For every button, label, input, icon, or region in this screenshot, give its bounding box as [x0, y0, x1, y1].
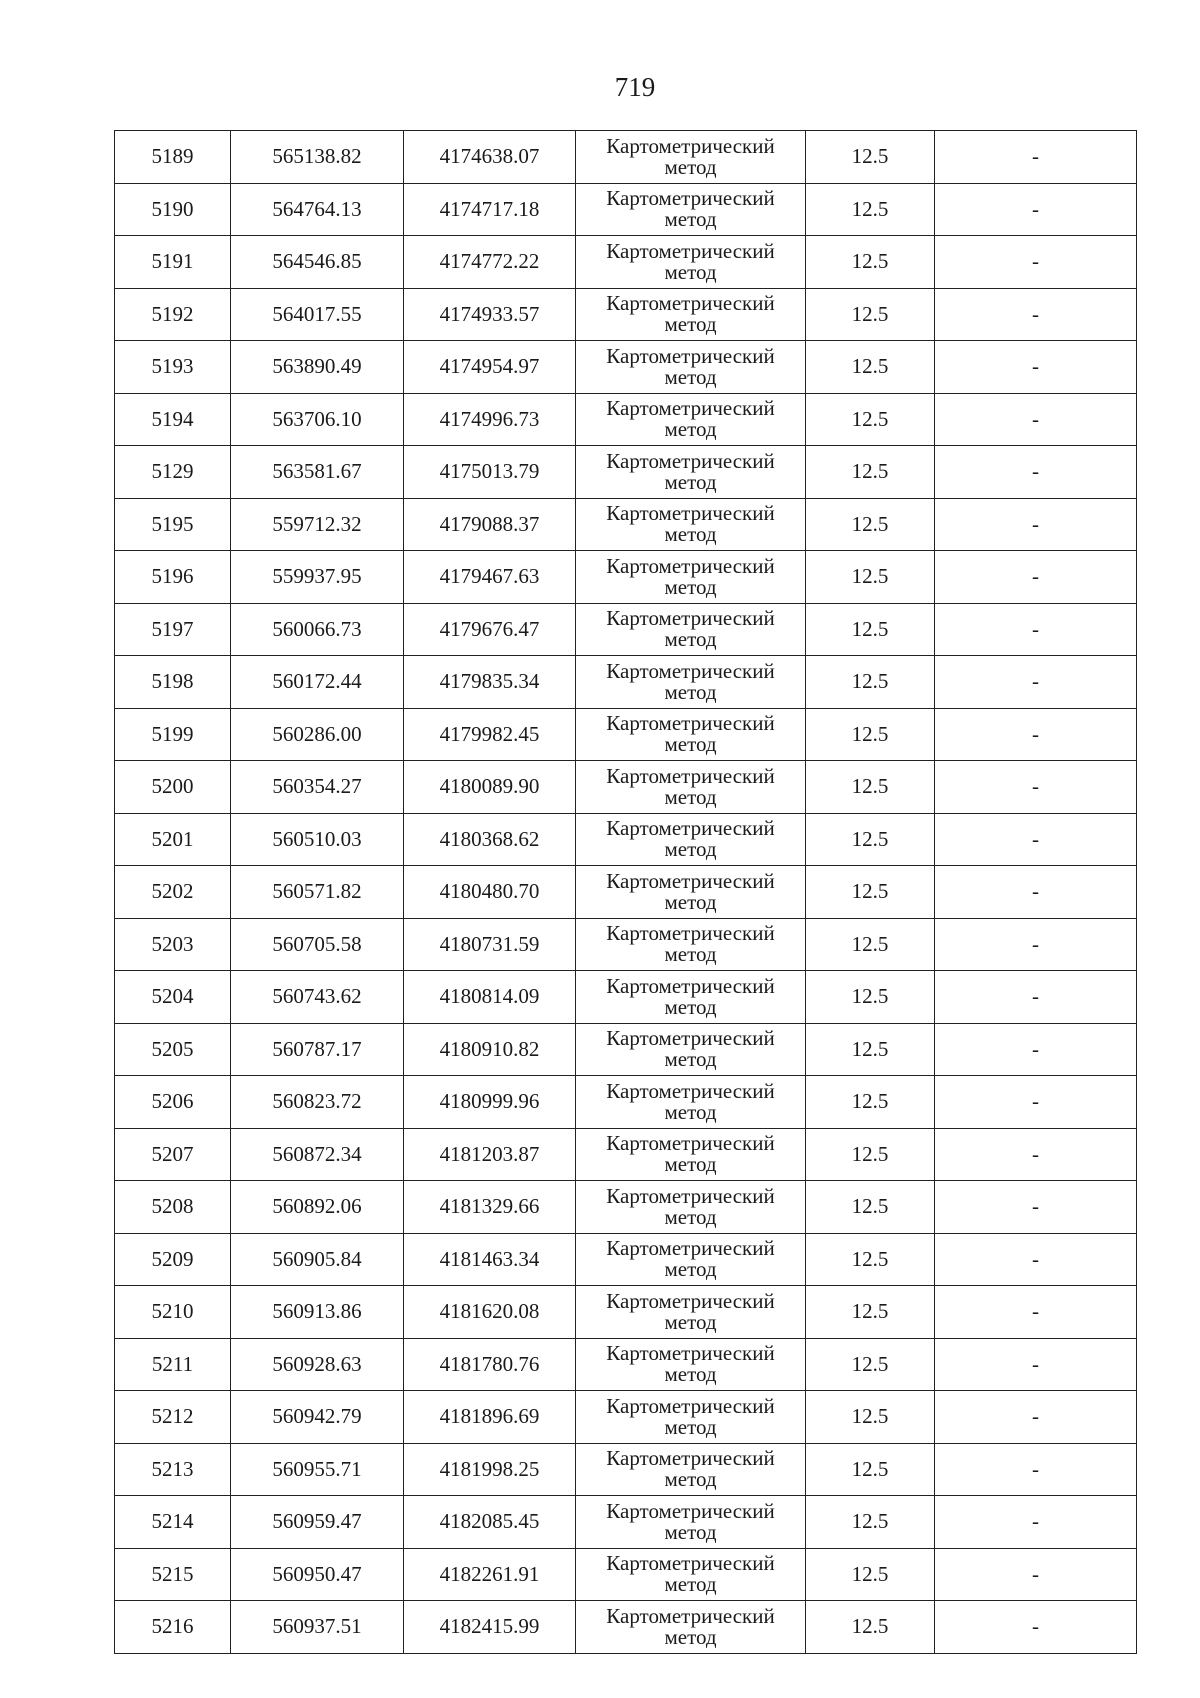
- accuracy-cell: 12.5: [806, 236, 935, 289]
- table-row: [115, 1181, 1137, 1234]
- method-line-2: метод: [664, 1414, 717, 1439]
- method-cell: [576, 1601, 806, 1654]
- y-coordinate-cell: 4174717.18: [404, 183, 576, 236]
- x-coordinate-cell: 560913.86: [231, 1286, 404, 1339]
- x-coordinate-cell: 564764.13: [231, 183, 404, 236]
- coordinates-table: [114, 130, 1137, 1654]
- table-row: [115, 288, 1137, 341]
- note-cell: -: [935, 813, 1137, 866]
- x-coordinate-cell: 559712.32: [231, 498, 404, 551]
- table-row: [115, 1496, 1137, 1549]
- note-cell: -: [935, 498, 1137, 551]
- method-line-2: метод: [664, 1467, 717, 1492]
- y-coordinate-cell: 4180480.70: [404, 866, 576, 919]
- y-coordinate-cell: 4181998.25: [404, 1443, 576, 1496]
- table-row: [115, 498, 1137, 551]
- method-cell: [576, 708, 806, 761]
- method-cell: [576, 1023, 806, 1076]
- point-number-cell: 5207: [115, 1128, 231, 1181]
- point-number-cell: 5208: [115, 1181, 231, 1234]
- method-line-1: Картометрический: [606, 1078, 775, 1103]
- x-coordinate-cell: 560571.82: [231, 866, 404, 919]
- note-cell: -: [935, 761, 1137, 814]
- x-coordinate-cell: 565138.82: [231, 131, 404, 184]
- y-coordinate-cell: 4180814.09: [404, 971, 576, 1024]
- table-row: [115, 551, 1137, 604]
- x-coordinate-cell: 560354.27: [231, 761, 404, 814]
- table-row: [115, 1391, 1137, 1444]
- method-line-2: метод: [664, 942, 717, 967]
- accuracy-cell: 12.5: [806, 708, 935, 761]
- method-line-2: метод: [664, 417, 717, 442]
- note-cell: -: [935, 341, 1137, 394]
- y-coordinate-cell: 4180089.90: [404, 761, 576, 814]
- note-cell: -: [935, 866, 1137, 919]
- method-line-1: Картометрический: [606, 1446, 775, 1471]
- accuracy-cell: 12.5: [806, 971, 935, 1024]
- point-number-cell: 5204: [115, 971, 231, 1024]
- note-cell: -: [935, 918, 1137, 971]
- method-line-2: метод: [664, 1309, 717, 1334]
- method-line-2: метод: [664, 1572, 717, 1597]
- x-coordinate-cell: 564546.85: [231, 236, 404, 289]
- method-line-2: метод: [664, 679, 717, 704]
- table-row: [115, 656, 1137, 709]
- table-row: [115, 341, 1137, 394]
- point-number-cell: 5194: [115, 393, 231, 446]
- x-coordinate-cell: 560823.72: [231, 1076, 404, 1129]
- method-cell: [576, 1496, 806, 1549]
- x-coordinate-cell: 559937.95: [231, 551, 404, 604]
- point-number-cell: 5213: [115, 1443, 231, 1496]
- note-cell: -: [935, 288, 1137, 341]
- method-cell: [576, 603, 806, 656]
- y-coordinate-cell: 4174954.97: [404, 341, 576, 394]
- note-cell: -: [935, 551, 1137, 604]
- method-cell: [576, 1286, 806, 1339]
- method-line-1: Картометрический: [606, 1393, 775, 1418]
- accuracy-cell: 12.5: [806, 1548, 935, 1601]
- method-line-1: Картометрический: [606, 1603, 775, 1628]
- y-coordinate-cell: 4179467.63: [404, 551, 576, 604]
- note-cell: -: [935, 1601, 1137, 1654]
- point-number-cell: 5203: [115, 918, 231, 971]
- accuracy-cell: 12.5: [806, 1076, 935, 1129]
- y-coordinate-cell: 4182261.91: [404, 1548, 576, 1601]
- accuracy-cell: 12.5: [806, 813, 935, 866]
- accuracy-cell: 12.5: [806, 288, 935, 341]
- note-cell: -: [935, 1391, 1137, 1444]
- accuracy-cell: 12.5: [806, 341, 935, 394]
- table-row: [115, 393, 1137, 446]
- note-cell: -: [935, 1023, 1137, 1076]
- x-coordinate-cell: 560928.63: [231, 1338, 404, 1391]
- y-coordinate-cell: 4182415.99: [404, 1601, 576, 1654]
- method-line-1: Картометрический: [606, 133, 775, 158]
- method-cell: [576, 1181, 806, 1234]
- method-line-2: метод: [664, 732, 717, 757]
- point-number-cell: 5206: [115, 1076, 231, 1129]
- method-line-2: метод: [664, 1047, 717, 1072]
- point-number-cell: 5209: [115, 1233, 231, 1286]
- method-cell: [576, 971, 806, 1024]
- note-cell: -: [935, 393, 1137, 446]
- method-line-2: метод: [664, 1099, 717, 1124]
- method-line-2: метод: [664, 1204, 717, 1229]
- accuracy-cell: 12.5: [806, 1443, 935, 1496]
- method-line-1: Картометрический: [606, 606, 775, 631]
- method-line-1: Картометрический: [606, 658, 775, 683]
- accuracy-cell: 12.5: [806, 393, 935, 446]
- table-row: [115, 1338, 1137, 1391]
- accuracy-cell: 12.5: [806, 1496, 935, 1549]
- accuracy-cell: 12.5: [806, 761, 935, 814]
- accuracy-cell: 12.5: [806, 1338, 935, 1391]
- y-coordinate-cell: 4181620.08: [404, 1286, 576, 1339]
- method-line-1: Картометрический: [606, 448, 775, 473]
- method-line-2: метод: [664, 469, 717, 494]
- x-coordinate-cell: 560286.00: [231, 708, 404, 761]
- x-coordinate-cell: 564017.55: [231, 288, 404, 341]
- method-line-2: метод: [664, 784, 717, 809]
- accuracy-cell: 12.5: [806, 1601, 935, 1654]
- y-coordinate-cell: 4174772.22: [404, 236, 576, 289]
- note-cell: -: [935, 446, 1137, 499]
- x-coordinate-cell: 560743.62: [231, 971, 404, 1024]
- method-cell: [576, 341, 806, 394]
- point-number-cell: 5199: [115, 708, 231, 761]
- point-number-cell: 5215: [115, 1548, 231, 1601]
- accuracy-cell: 12.5: [806, 1233, 935, 1286]
- x-coordinate-cell: 560872.34: [231, 1128, 404, 1181]
- y-coordinate-cell: 4174933.57: [404, 288, 576, 341]
- x-coordinate-cell: 560510.03: [231, 813, 404, 866]
- y-coordinate-cell: 4181463.34: [404, 1233, 576, 1286]
- method-line-2: метод: [664, 994, 717, 1019]
- method-line-1: Картометрический: [606, 238, 775, 263]
- point-number-cell: 5129: [115, 446, 231, 499]
- y-coordinate-cell: 4179982.45: [404, 708, 576, 761]
- method-line-2: метод: [664, 1257, 717, 1282]
- method-cell: [576, 761, 806, 814]
- accuracy-cell: 12.5: [806, 183, 935, 236]
- method-line-1: Картометрический: [606, 396, 775, 421]
- table-row: [115, 131, 1137, 184]
- method-line-2: метод: [664, 1519, 717, 1544]
- note-cell: -: [935, 1338, 1137, 1391]
- method-line-1: Картометрический: [606, 501, 775, 526]
- method-cell: [576, 813, 806, 866]
- x-coordinate-cell: 560787.17: [231, 1023, 404, 1076]
- table-row: [115, 1076, 1137, 1129]
- method-line-2: метод: [664, 837, 717, 862]
- y-coordinate-cell: 4179835.34: [404, 656, 576, 709]
- accuracy-cell: 12.5: [806, 1128, 935, 1181]
- note-cell: -: [935, 656, 1137, 709]
- table-row: [115, 1023, 1137, 1076]
- point-number-cell: 5211: [115, 1338, 231, 1391]
- method-cell: [576, 446, 806, 499]
- method-cell: [576, 288, 806, 341]
- table-row: [115, 1233, 1137, 1286]
- point-number-cell: 5214: [115, 1496, 231, 1549]
- note-cell: -: [935, 1233, 1137, 1286]
- method-line-1: Картометрический: [606, 763, 775, 788]
- method-line-2: метод: [664, 627, 717, 652]
- table-row: [115, 1601, 1137, 1654]
- method-cell: [576, 918, 806, 971]
- method-cell: [576, 236, 806, 289]
- point-number-cell: 5212: [115, 1391, 231, 1444]
- accuracy-cell: 12.5: [806, 1391, 935, 1444]
- note-cell: -: [935, 1286, 1137, 1339]
- method-line-2: метод: [664, 889, 717, 914]
- point-number-cell: 5190: [115, 183, 231, 236]
- method-cell: [576, 1076, 806, 1129]
- y-coordinate-cell: 4181329.66: [404, 1181, 576, 1234]
- y-coordinate-cell: 4181896.69: [404, 1391, 576, 1444]
- y-coordinate-cell: 4180999.96: [404, 1076, 576, 1129]
- method-cell: [576, 1338, 806, 1391]
- method-cell: [576, 1128, 806, 1181]
- point-number-cell: 5196: [115, 551, 231, 604]
- method-line-1: Картометрический: [606, 921, 775, 946]
- method-line-2: метод: [664, 154, 717, 179]
- y-coordinate-cell: 4182085.45: [404, 1496, 576, 1549]
- method-line-1: Картометрический: [606, 1498, 775, 1523]
- method-cell: [576, 866, 806, 919]
- method-line-2: метод: [664, 1362, 717, 1387]
- point-number-cell: 5200: [115, 761, 231, 814]
- x-coordinate-cell: 560942.79: [231, 1391, 404, 1444]
- method-cell: [576, 498, 806, 551]
- accuracy-cell: 12.5: [806, 551, 935, 604]
- table-row: [115, 761, 1137, 814]
- method-line-1: Картометрический: [606, 868, 775, 893]
- point-number-cell: 5201: [115, 813, 231, 866]
- table-row: [115, 708, 1137, 761]
- point-number-cell: 5205: [115, 1023, 231, 1076]
- accuracy-cell: 12.5: [806, 1181, 935, 1234]
- method-line-1: Картометрический: [606, 291, 775, 316]
- method-line-2: метод: [664, 1624, 717, 1649]
- x-coordinate-cell: 560892.06: [231, 1181, 404, 1234]
- y-coordinate-cell: 4181780.76: [404, 1338, 576, 1391]
- accuracy-cell: 12.5: [806, 131, 935, 184]
- accuracy-cell: 12.5: [806, 918, 935, 971]
- note-cell: -: [935, 1496, 1137, 1549]
- method-line-1: Картометрический: [606, 711, 775, 736]
- x-coordinate-cell: 560955.71: [231, 1443, 404, 1496]
- y-coordinate-cell: 4175013.79: [404, 446, 576, 499]
- note-cell: -: [935, 971, 1137, 1024]
- method-line-1: Картометрический: [606, 816, 775, 841]
- note-cell: -: [935, 183, 1137, 236]
- point-number-cell: 5210: [115, 1286, 231, 1339]
- method-line-1: Картометрический: [606, 1551, 775, 1576]
- method-line-1: Картометрический: [606, 553, 775, 578]
- point-number-cell: 5216: [115, 1601, 231, 1654]
- y-coordinate-cell: 4179088.37: [404, 498, 576, 551]
- method-cell: [576, 656, 806, 709]
- table-row: [115, 866, 1137, 919]
- x-coordinate-cell: 560950.47: [231, 1548, 404, 1601]
- accuracy-cell: 12.5: [806, 1286, 935, 1339]
- method-cell: [576, 1233, 806, 1286]
- method-line-1: Картометрический: [606, 343, 775, 368]
- accuracy-cell: 12.5: [806, 498, 935, 551]
- table-row: [115, 446, 1137, 499]
- table-row: [115, 236, 1137, 289]
- method-line-1: Картометрический: [606, 1183, 775, 1208]
- note-cell: -: [935, 1076, 1137, 1129]
- method-line-2: метод: [664, 312, 717, 337]
- method-line-2: метод: [664, 522, 717, 547]
- x-coordinate-cell: 563706.10: [231, 393, 404, 446]
- accuracy-cell: 12.5: [806, 656, 935, 709]
- table-row: [115, 813, 1137, 866]
- x-coordinate-cell: 560066.73: [231, 603, 404, 656]
- y-coordinate-cell: 4174638.07: [404, 131, 576, 184]
- point-number-cell: 5193: [115, 341, 231, 394]
- point-number-cell: 5189: [115, 131, 231, 184]
- method-line-1: Картометрический: [606, 1026, 775, 1051]
- note-cell: -: [935, 708, 1137, 761]
- table-row: [115, 1548, 1137, 1601]
- x-coordinate-cell: 563581.67: [231, 446, 404, 499]
- accuracy-cell: 12.5: [806, 1023, 935, 1076]
- method-line-1: Картометрический: [606, 1236, 775, 1261]
- method-line-2: метод: [664, 1152, 717, 1177]
- note-cell: -: [935, 131, 1137, 184]
- method-line-1: Картометрический: [606, 973, 775, 998]
- method-line-1: Картометрический: [606, 1341, 775, 1366]
- x-coordinate-cell: 563890.49: [231, 341, 404, 394]
- x-coordinate-cell: 560937.51: [231, 1601, 404, 1654]
- y-coordinate-cell: 4181203.87: [404, 1128, 576, 1181]
- table-row: [115, 918, 1137, 971]
- point-number-cell: 5198: [115, 656, 231, 709]
- table-row: [115, 1286, 1137, 1339]
- method-line-1: Картометрический: [606, 1131, 775, 1156]
- coordinates-table-body: [115, 131, 1137, 1654]
- x-coordinate-cell: 560905.84: [231, 1233, 404, 1286]
- y-coordinate-cell: 4180731.59: [404, 918, 576, 971]
- x-coordinate-cell: 560705.58: [231, 918, 404, 971]
- table-row: [115, 603, 1137, 656]
- note-cell: -: [935, 1548, 1137, 1601]
- note-cell: -: [935, 1181, 1137, 1234]
- note-cell: -: [935, 603, 1137, 656]
- method-line-2: метод: [664, 364, 717, 389]
- page-number: 719: [614, 72, 656, 102]
- x-coordinate-cell: 560959.47: [231, 1496, 404, 1549]
- method-line-1: Картометрический: [606, 1288, 775, 1313]
- point-number-cell: 5197: [115, 603, 231, 656]
- y-coordinate-cell: 4174996.73: [404, 393, 576, 446]
- note-cell: -: [935, 1128, 1137, 1181]
- accuracy-cell: 12.5: [806, 866, 935, 919]
- point-number-cell: 5191: [115, 236, 231, 289]
- accuracy-cell: 12.5: [806, 446, 935, 499]
- y-coordinate-cell: 4179676.47: [404, 603, 576, 656]
- method-cell: [576, 393, 806, 446]
- method-cell: [576, 131, 806, 184]
- method-cell: [576, 1443, 806, 1496]
- accuracy-cell: 12.5: [806, 603, 935, 656]
- table-row: [115, 1128, 1137, 1181]
- method-line-2: метод: [664, 207, 717, 232]
- y-coordinate-cell: 4180910.82: [404, 1023, 576, 1076]
- table-row: [115, 183, 1137, 236]
- point-number-cell: 5202: [115, 866, 231, 919]
- method-cell: [576, 183, 806, 236]
- table-row: [115, 971, 1137, 1024]
- y-coordinate-cell: 4180368.62: [404, 813, 576, 866]
- method-cell: [576, 551, 806, 604]
- method-line-2: метод: [664, 259, 717, 284]
- point-number-cell: 5195: [115, 498, 231, 551]
- table-row: [115, 1443, 1137, 1496]
- method-line-2: метод: [664, 574, 717, 599]
- note-cell: -: [935, 236, 1137, 289]
- method-line-1: Картометрический: [606, 186, 775, 211]
- note-cell: -: [935, 1443, 1137, 1496]
- x-coordinate-cell: 560172.44: [231, 656, 404, 709]
- method-cell: [576, 1548, 806, 1601]
- point-number-cell: 5192: [115, 288, 231, 341]
- method-cell: [576, 1391, 806, 1444]
